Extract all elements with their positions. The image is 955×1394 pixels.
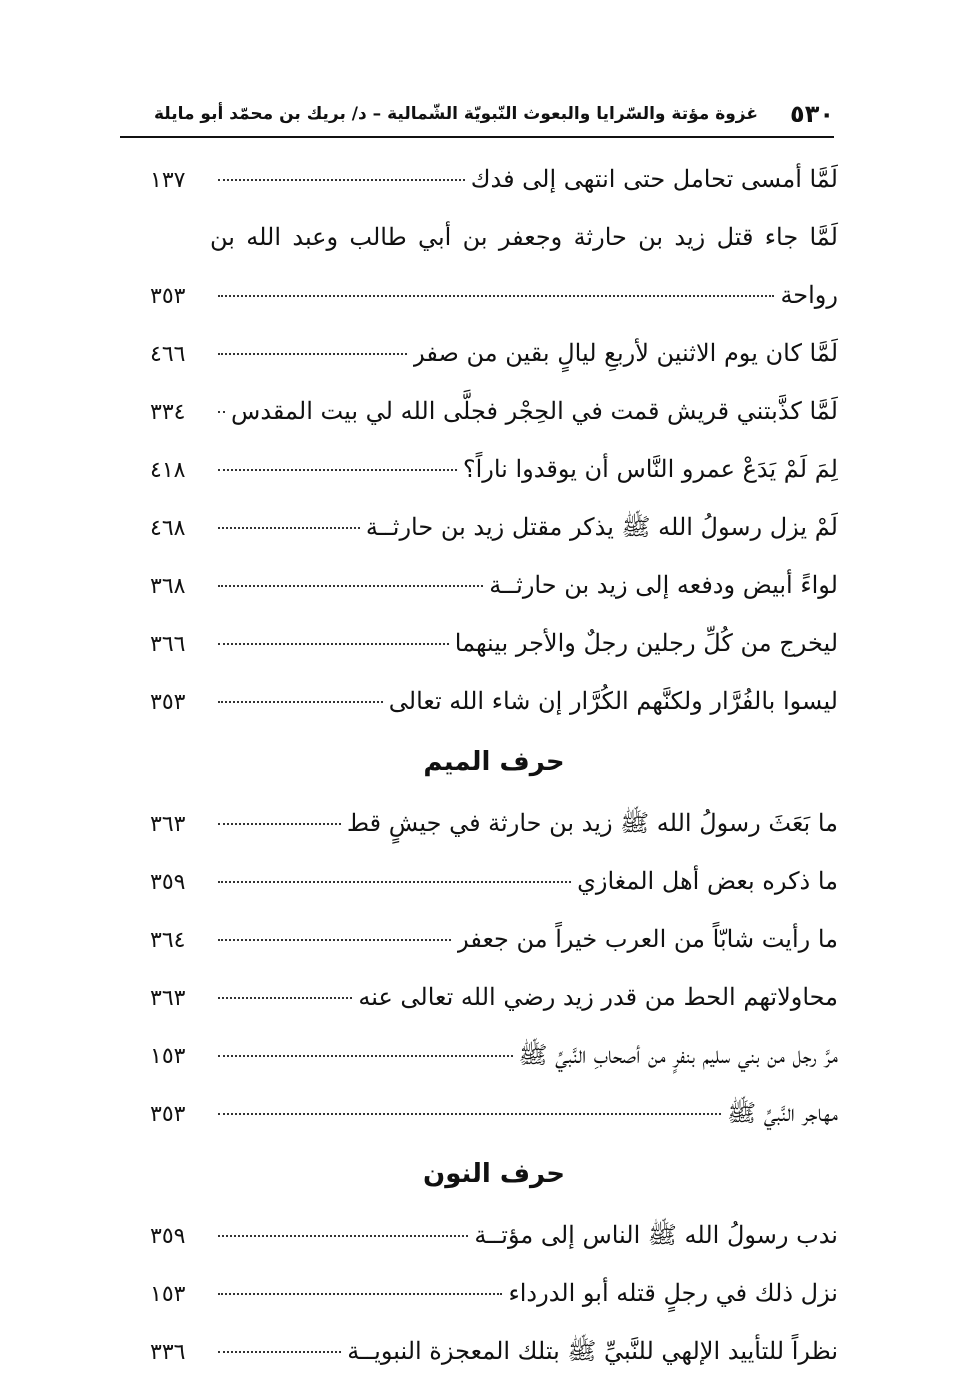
entry-text: محاولاتهم الحط من قدر زيد رضي الله تعالى عنه xyxy=(358,983,838,1011)
leader-dots xyxy=(218,469,457,471)
entry-text: ليسوا بالفُرَّار ولكنَّهم الكُرَّار إن شاء الله تعالى xyxy=(388,687,838,715)
index-entry xyxy=(150,1264,838,1322)
index-entry xyxy=(150,1322,838,1380)
entry-page: ٣٥٣ xyxy=(150,284,186,309)
leader-dots xyxy=(218,295,774,297)
entry-text: لَمْ يزل رسولُ الله ﷺ يذكر مقتل زيد بن حارثــة xyxy=(365,513,838,541)
leader-dots xyxy=(218,823,341,825)
entry-text: مهاجر النَّبيِّ ﷺ xyxy=(727,1099,838,1127)
leader-dots xyxy=(218,997,352,999)
index-entry xyxy=(150,968,838,1026)
leader-dots xyxy=(218,1055,513,1057)
leader-dots xyxy=(218,1113,721,1115)
entry-text: لَمَّا كان يوم الاثنين لأربعِ ليالٍ بقين من صفر xyxy=(413,339,838,367)
page-number: ٥٣٠ xyxy=(790,100,834,128)
entry-page: ٣٥٣ xyxy=(150,1102,186,1127)
entry-text: مرَّ رجل من بني سليم بنفرٍ من أصحابِ النَّبيِّ ﷺ xyxy=(518,1041,838,1069)
entry-page: ٣٥٩ xyxy=(150,870,186,895)
entry-text: ما ذكره بعض أهل المغازي xyxy=(577,867,838,895)
entry-page: ٣٦٨ xyxy=(150,574,186,599)
leader-dots xyxy=(218,881,571,883)
section-heading-meem: حرف الميم xyxy=(423,747,565,777)
entry-text: لواءً أبيض ودفعه إلى زيد بن حارثــة xyxy=(489,571,838,599)
entry-page: ٤٦٨ xyxy=(150,516,186,541)
entry-page: ٣٦٣ xyxy=(150,986,186,1011)
leader-dots xyxy=(218,1293,502,1295)
entry-page: ٣٥٣ xyxy=(150,690,186,715)
entry-text: لَمَّا كذَّبتني قريش قمت في الحِجْر فجلَّى الله لي بيت المقدس xyxy=(231,397,838,425)
index-entry xyxy=(150,1026,838,1084)
index-entry-first-line: لَمَّا جاء قتل زيد بن حارثة وجعفر بن أبي طالب وعبد الله بن xyxy=(210,223,838,251)
entry-page: ٣٣٦ xyxy=(150,1340,186,1365)
entry-text-continuation: رواحة xyxy=(780,281,838,309)
index-entry xyxy=(150,382,838,440)
index-entry xyxy=(150,794,838,852)
entry-text: لَمَّا أمسى تحامل حتى انتهى إلى فدك xyxy=(470,165,838,193)
entry-text: ندب رسولُ الله ﷺ الناس إلى مؤتــة xyxy=(474,1221,838,1249)
index-entry xyxy=(150,672,838,730)
index-entry xyxy=(150,852,838,910)
entry-page: ٣٦٣ xyxy=(150,812,186,837)
entry-page: ٤١٨ xyxy=(150,458,186,483)
leader-dots xyxy=(218,179,465,181)
index-entry xyxy=(150,150,838,208)
index-entry xyxy=(150,1206,838,1264)
entry-text: نزل ذلك في رجلٍ قتله أبو الدرداء xyxy=(508,1279,838,1307)
entry-page: ٣٦٦ xyxy=(150,632,186,657)
entry-page: ٤٦٦ xyxy=(150,342,186,367)
entry-text: ما رأيت شابّاً من العرب خيراً من جعفر xyxy=(457,925,838,953)
index-entry xyxy=(150,614,838,672)
entry-page: ١٣٧ xyxy=(150,168,186,193)
leader-dots xyxy=(218,643,449,645)
index-entry xyxy=(150,498,838,556)
entry-page: ١٥٣ xyxy=(150,1282,186,1307)
entry-text: نظراً للتأييد الإلهي للنَّبيِّ ﷺ بتلك المعجزة النبويــة xyxy=(347,1337,838,1365)
index-content xyxy=(150,150,838,1380)
index-entry xyxy=(150,440,838,498)
section-heading-noon: حرف النون xyxy=(423,1159,565,1189)
entry-page: ٣٦٤ xyxy=(150,928,186,953)
entry-page: ١٥٣ xyxy=(150,1044,186,1069)
leader-dots xyxy=(218,701,383,703)
leader-dots xyxy=(218,353,407,355)
leader-dots xyxy=(218,1235,468,1237)
entry-page: ٣٣٤ xyxy=(150,400,186,425)
entry-text: ليخرج من كُلِّ رجلين رجلٌ والأجر بينهما xyxy=(454,629,838,657)
entry-text: لِمَ لَمْ يَدَعْ عمرو النَّاس أن يوقدوا ناراً؟ xyxy=(462,455,838,483)
running-title: غزوة مؤتة والسّرايا والبعوث النّبويّة الشّمالية – د/ بريك بن محمّد أبو مايلة xyxy=(153,104,758,124)
entry-text: ما بَعَثَ رسولُ الله ﷺ زيد بن حارثة في جيشٍ قط xyxy=(346,809,838,837)
entry-page: ٣٥٩ xyxy=(150,1224,186,1249)
index-entry xyxy=(150,910,838,968)
index-entry xyxy=(150,1084,838,1142)
index-entry xyxy=(150,324,838,382)
index-entry xyxy=(150,266,838,324)
leader-dots xyxy=(218,1351,341,1353)
page-header xyxy=(120,96,834,138)
index-entry xyxy=(150,556,838,614)
leader-dots xyxy=(218,411,225,413)
leader-dots xyxy=(218,527,360,529)
leader-dots xyxy=(218,585,483,587)
leader-dots xyxy=(218,939,451,941)
